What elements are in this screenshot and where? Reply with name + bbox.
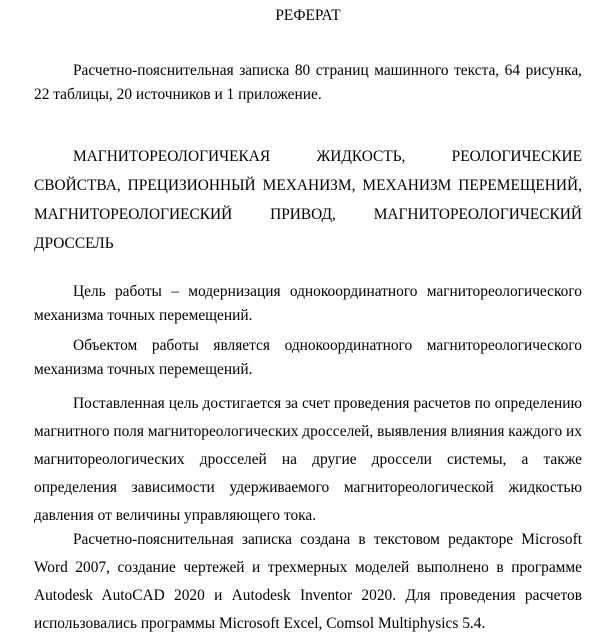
goal-paragraph: Цель работы – модернизация однокоординатного магнитореологического механизма точных перемещений. <box>34 283 582 324</box>
summary-paragraph: Расчетно-пояснительная записка 80 страниц машинного текста, 64 рисунка, 22 таблицы, 20 источников и 1 приложение. <box>34 62 582 103</box>
software-paragraph: Расчетно-пояснительная записка создана в текстовом редакторе Microsoft Word 2007, создание чертежей и трехмерных моделей выполнено в программе Autodesk AutoCAD 2020 и Autodesk Inventor 2020. Для проведения расчетов использовались программы Microsoft Excel, Comsol Multiphysics 5.4. <box>34 531 582 632</box>
method-paragraph: Поставленная цель достигается за счет проведения расчетов по определению магнитного поля магнитореологических дросселей, выявления влияния каждого их магнитореологических дросселей на другие дроссели системы, а также определения зависимости удерживаемого магнитореологической жидкостью давления от величины управляющего тока. <box>34 395 582 524</box>
page-title: РЕФЕРАТ <box>275 7 341 24</box>
object-paragraph: Объектом работы является однокоординатного магнитореологического механизма точных перемещений. <box>34 337 582 378</box>
keywords-paragraph: МАГНИТОРЕОЛОГИЧЕКАЯ ЖИДКОСТЬ, РЕОЛОГИЧЕСКИЕ СВОЙСТВА, ПРЕЦИЗИОННЫЙ МЕХАНИЗМ, МЕХАНИЗМ ПЕРЕМЕЩЕНИЙ, МАГНИТОРЕОЛОГИЕСКИЙ ПРИВОД, МАГНИТОРЕОЛОГИЧЕСКИЙ ДРОССЕЛЬ <box>34 148 582 252</box>
